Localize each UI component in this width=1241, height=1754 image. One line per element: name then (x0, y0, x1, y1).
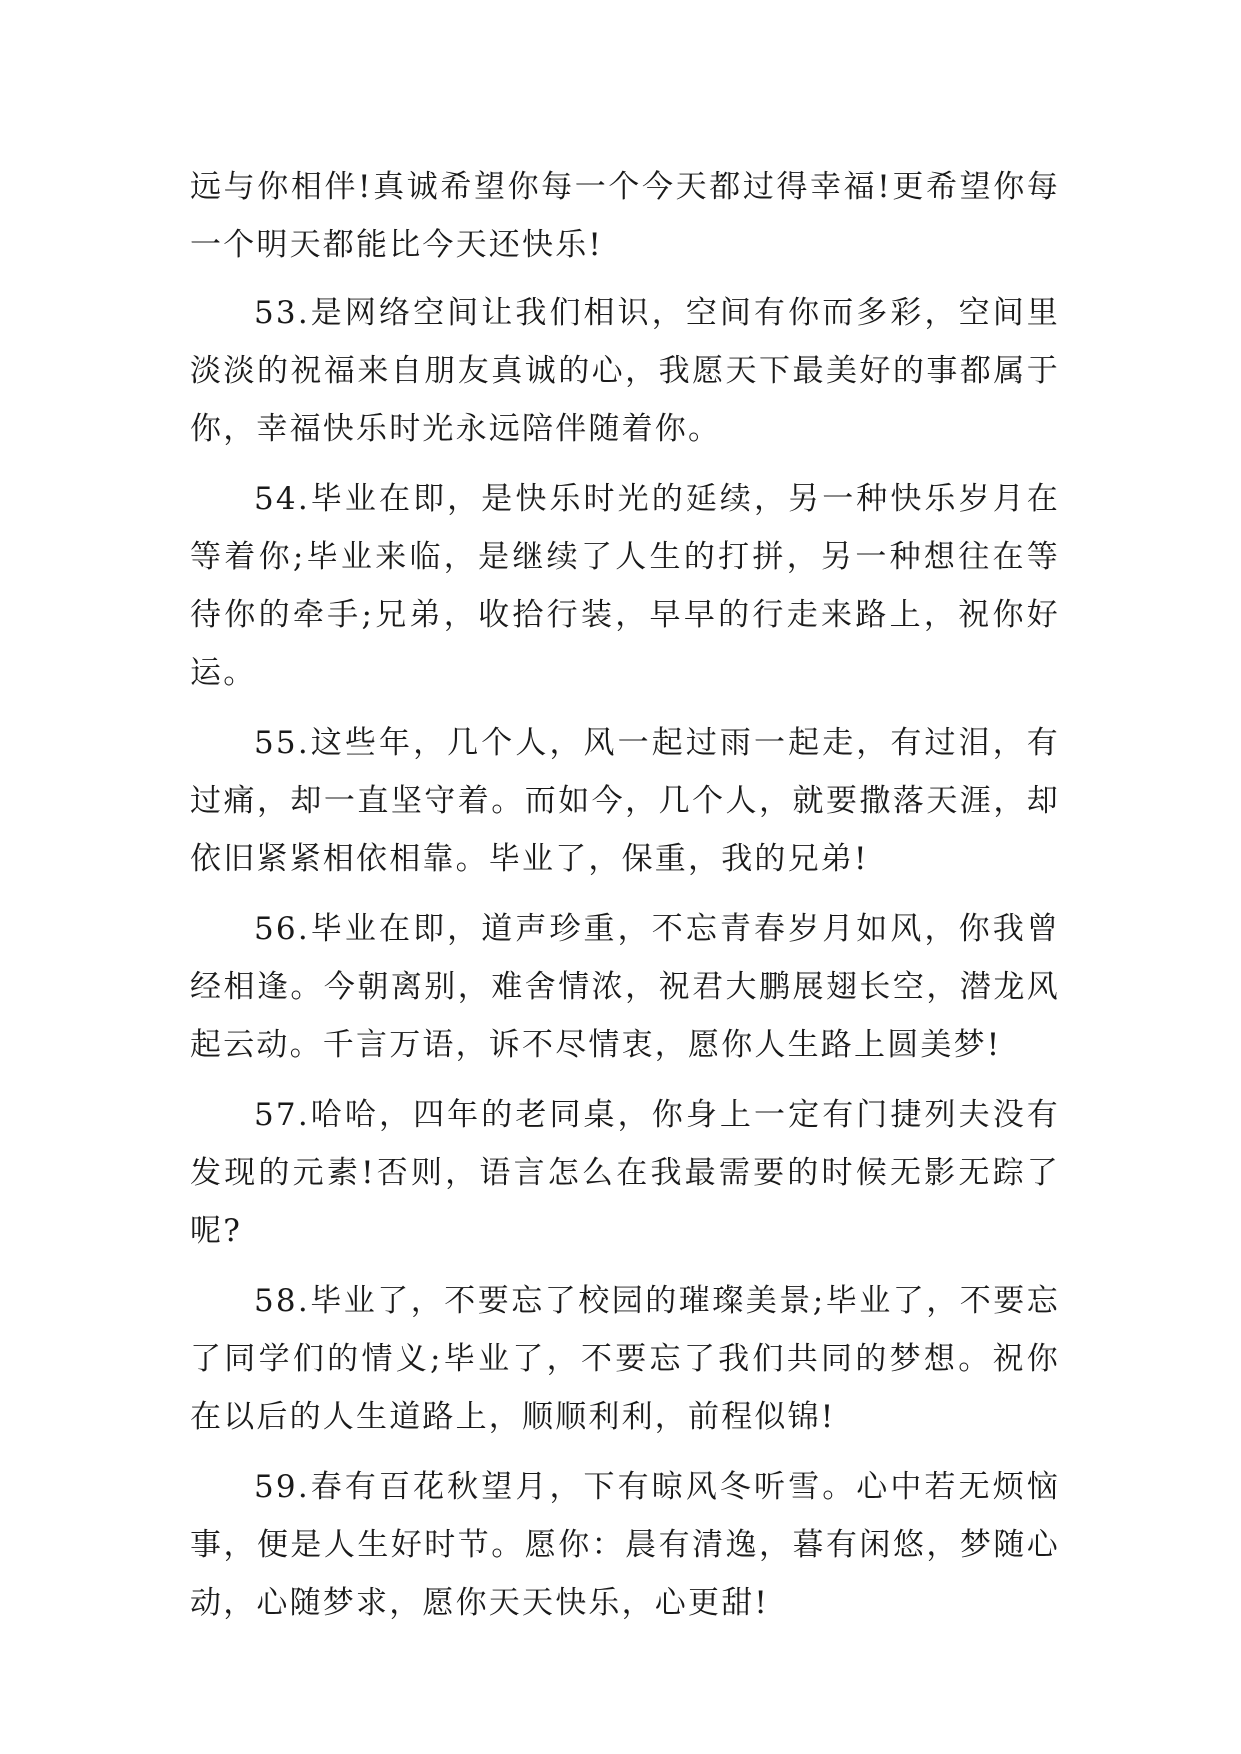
paragraph-59: 59.春有百花秋望月，下有晾风冬听雪。心中若无烦恼事，便是人生好时节。愿你：晨有清逸，暮有闲悠，梦随心动，心随梦求，愿你天天快乐，心更甜! (190, 1469, 1060, 1621)
paragraph-continued: 远与你相伴!真诚希望你每一个今天都过得幸福!更希望你每一个明天都能比今天还快乐! (190, 169, 1060, 263)
paragraph-56: 56.毕业在即，道声珍重，不忘青春岁月如风，你我曾经相逢。今朝离别，难舍情浓，祝君大鹏展翅长空，潜龙风起云动。千言万语，诉不尽情衷，愿你人生路上圆美梦! (190, 911, 1060, 1063)
paragraph-57: 57.哈哈，四年的老同桌，你身上一定有门捷列夫没有发现的元素!否则，语言怎么在我最需要的时候无影无踪了呢? (190, 1097, 1060, 1249)
paragraph-55: 55.这些年，几个人，风一起过雨一起走，有过泪，有过痛，却一直坚守着。而如今，几个人，就要撒落天涯，却依旧紧紧相依相靠。毕业了，保重，我的兄弟! (190, 725, 1060, 877)
paragraph-53: 53.是网络空间让我们相识，空间有你而多彩，空间里淡淡的祝福来自朋友真诚的心，我愿天下最美好的事都属于你，幸福快乐时光永远陪伴随着你。 (190, 295, 1060, 447)
document-body (190, 158, 1060, 1644)
paragraph-54: 54.毕业在即，是快乐时光的延续，另一种快乐岁月在等着你;毕业来临，是继续了人生的打拼，另一种想往在等待你的牵手;兄弟，收拾行装，早早的行走来路上，祝你好运。 (190, 481, 1060, 691)
paragraph-58: 58.毕业了，不要忘了校园的璀璨美景;毕业了，不要忘了同学们的情义;毕业了，不要忘了我们共同的梦想。祝你在以后的人生道路上，顺顺利利，前程似锦! (190, 1283, 1060, 1435)
